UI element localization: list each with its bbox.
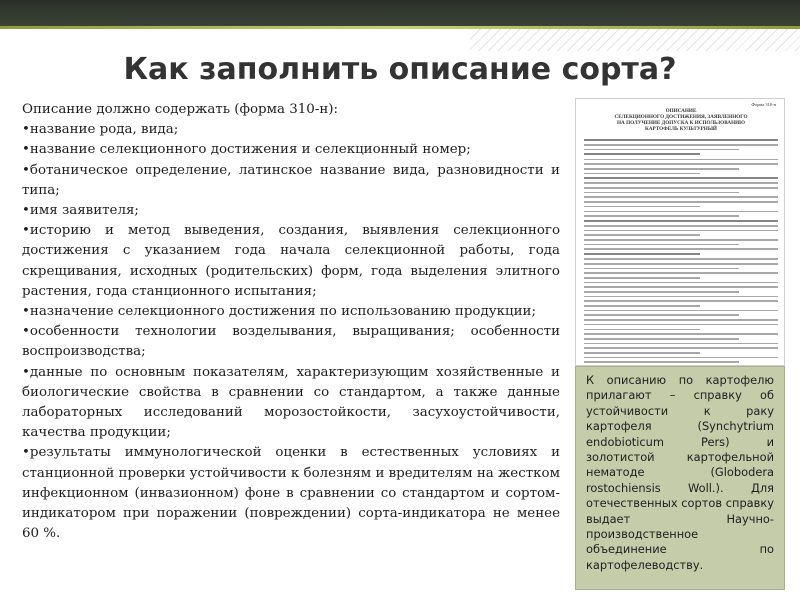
doc-line	[584, 343, 778, 345]
doc-line	[584, 139, 778, 141]
doc-line	[584, 310, 778, 312]
doc-line	[584, 201, 778, 203]
doc-line	[584, 329, 700, 331]
doc-line	[584, 196, 778, 198]
list-item: •особенности технологии возделывания, выращивания; особенности воспроизводства;	[22, 324, 560, 360]
doc-line	[584, 248, 778, 250]
doc-line	[584, 239, 778, 241]
requirements-text	[22, 100, 560, 544]
doc-line	[584, 215, 739, 217]
list-item: •назначение селекционного достижения по использованию продукции;	[22, 304, 536, 320]
doc-line	[584, 177, 778, 179]
doc-line	[584, 319, 778, 321]
intro-line: Описание должно содержать (форма 310-н):	[22, 102, 339, 117]
document-heading-line: КАРТОФЕЛЬ КУЛЬТУРНЫЙ	[645, 126, 717, 132]
document-heading-line: НА ПОЛУЧЕНИЕ ДОПУСКА К ИСПОЛЬЗОВАНИЮ	[617, 120, 745, 126]
form-number: Форма 310-н	[751, 102, 776, 107]
doc-line	[584, 352, 700, 354]
doc-line	[584, 282, 778, 284]
doc-line	[584, 211, 778, 213]
doc-line	[584, 291, 739, 293]
doc-line	[584, 338, 739, 340]
list-item: •название селекционного достижения и селекционный номер;	[22, 142, 471, 158]
form-document-image	[575, 98, 785, 366]
doc-line	[584, 347, 778, 349]
document-heading	[586, 108, 776, 132]
document-heading-line: СЕЛЕКЦИОННОГО ДОСТИЖЕНИЯ, ЗАЯВЛЕННОГО	[614, 114, 748, 120]
list-item: •название рода, вида;	[22, 122, 179, 138]
doc-line	[584, 192, 739, 194]
doc-line	[584, 234, 700, 236]
doc-line	[584, 159, 778, 161]
document-body-lines	[584, 139, 778, 366]
doc-line	[584, 258, 778, 260]
doc-line	[584, 268, 739, 270]
doc-line	[584, 333, 778, 335]
doc-line	[584, 182, 778, 184]
list-item: •историю и метод выведения, создания, выявления селекционного достижения с указанием года начала селекционной работы, года скрещивания, исходных (родительских) форм, года выделения элитного растения, года станционного испытания;	[22, 223, 560, 299]
doc-line	[584, 149, 739, 151]
doc-line	[584, 173, 700, 175]
doc-line	[584, 263, 778, 265]
list-item: •результаты иммунологической оценки в естественных условиях и станционной проверки устойчивости к болезням и вредителям на жестком инфекционном (инвазионном) фоне в сравнении со стандартом и сортом-индикатором при поражении (повреждении) сорта-индикатора не менее 60 %.	[22, 445, 560, 542]
doc-line	[584, 286, 778, 288]
doc-line	[584, 314, 739, 316]
doc-line	[584, 357, 778, 359]
list-item: •ботаническое определение, латинское название вида, разновидности и типа;	[22, 162, 560, 198]
doc-line	[584, 230, 778, 232]
doc-line	[584, 272, 778, 274]
doc-line	[584, 277, 700, 279]
doc-line	[584, 168, 739, 170]
potato-note-box: К описанию по картофелю прилагают – справку об устойчивости к раку картофеля (Synchytrium endobioticum Pers) и золотистой картофельной нематоде (Globodera rostochiensis Woll.). Для отечественных сортов справку выдает Научно-производственное объединение по картофелеводству.	[575, 366, 785, 590]
decorative-stripes	[470, 29, 800, 51]
doc-line	[584, 144, 778, 146]
doc-line	[584, 220, 778, 222]
doc-line	[584, 187, 778, 189]
top-bar	[0, 0, 800, 26]
doc-line	[584, 300, 778, 302]
slide-title: Как заполнить описание сорта?	[123, 52, 677, 87]
doc-line	[584, 324, 778, 326]
list-item: •имя заявителя;	[22, 203, 139, 219]
doc-line	[584, 153, 700, 155]
doc-line	[584, 163, 778, 165]
doc-line	[584, 253, 700, 255]
document-heading-line: ОПИСАНИЕ	[665, 108, 697, 114]
doc-line	[584, 225, 778, 227]
doc-line	[584, 206, 700, 208]
doc-line	[584, 361, 739, 363]
doc-line	[584, 296, 778, 298]
list-item: •данные по основным показателям, характеризующим хозяйственные и биологические свойства в сравнении со стандартом, а также данные лабораторных исследований морозостойкости, засухоустойчивости, качества продукции;	[22, 364, 560, 441]
doc-line	[584, 244, 739, 246]
doc-line	[584, 305, 700, 307]
